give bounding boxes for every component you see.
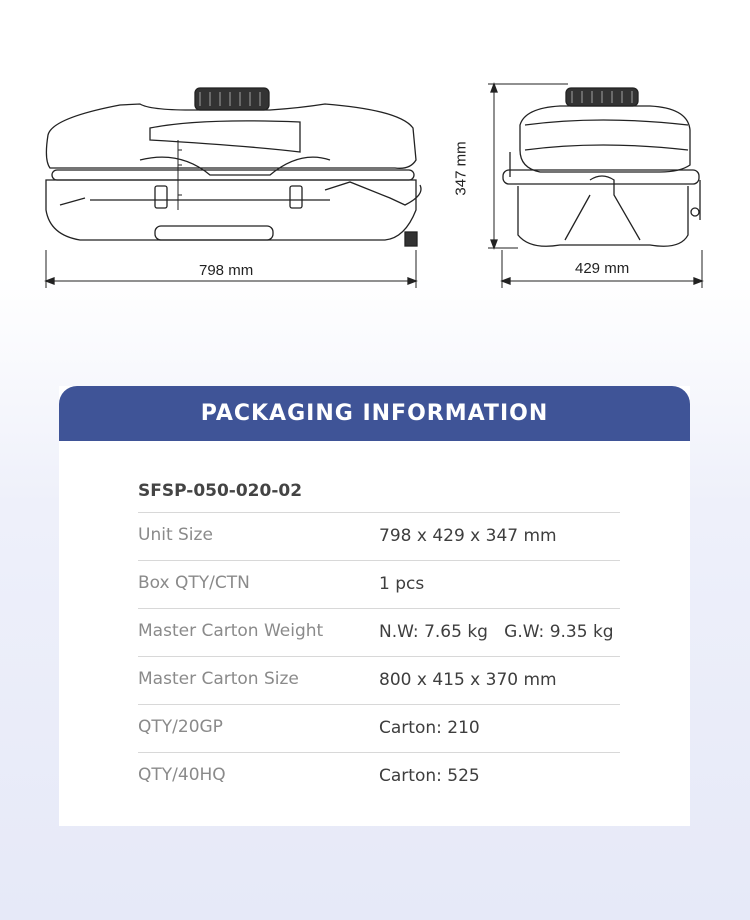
- table-row-carton-weight: [138, 608, 620, 656]
- table-row-qty-20gp: [138, 704, 620, 752]
- row-value: Carton: 525: [379, 766, 480, 786]
- packaging-card: [59, 386, 690, 826]
- model-number: SFSP-050-020-02: [138, 481, 303, 501]
- row-label: Unit Size: [138, 525, 213, 545]
- row-value: Carton: 210: [379, 718, 480, 738]
- row-value: N.W: 7.65 kg G.W: 9.35 kg: [379, 622, 614, 642]
- packaging-title: PACKAGING INFORMATION: [200, 401, 549, 426]
- front-height-dimension: 347 mm: [452, 141, 470, 196]
- table-row-unit-size: [138, 512, 620, 560]
- table-row-carton-size: [138, 656, 620, 704]
- packaging-table: [138, 512, 620, 800]
- packaging-header: [59, 386, 690, 441]
- row-value: 798 x 429 x 347 mm: [379, 526, 557, 546]
- row-label: Master Carton Weight: [138, 621, 324, 641]
- row-label: QTY/40HQ: [138, 765, 226, 785]
- front-width-dimension: 429 mm: [575, 260, 630, 277]
- row-label: QTY/20GP: [138, 717, 223, 737]
- side-view-drawing: [0, 0, 750, 300]
- row-value: 800 x 415 x 370 mm: [379, 670, 557, 690]
- table-row-box-qty: [138, 560, 620, 608]
- row-label: Master Carton Size: [138, 669, 299, 689]
- product-drawings: [0, 0, 750, 300]
- table-row-qty-40hq: [138, 752, 620, 800]
- side-width-dimension: 798 mm: [199, 262, 254, 279]
- row-value: 1 pcs: [379, 574, 425, 594]
- row-label: Box QTY/CTN: [138, 573, 250, 593]
